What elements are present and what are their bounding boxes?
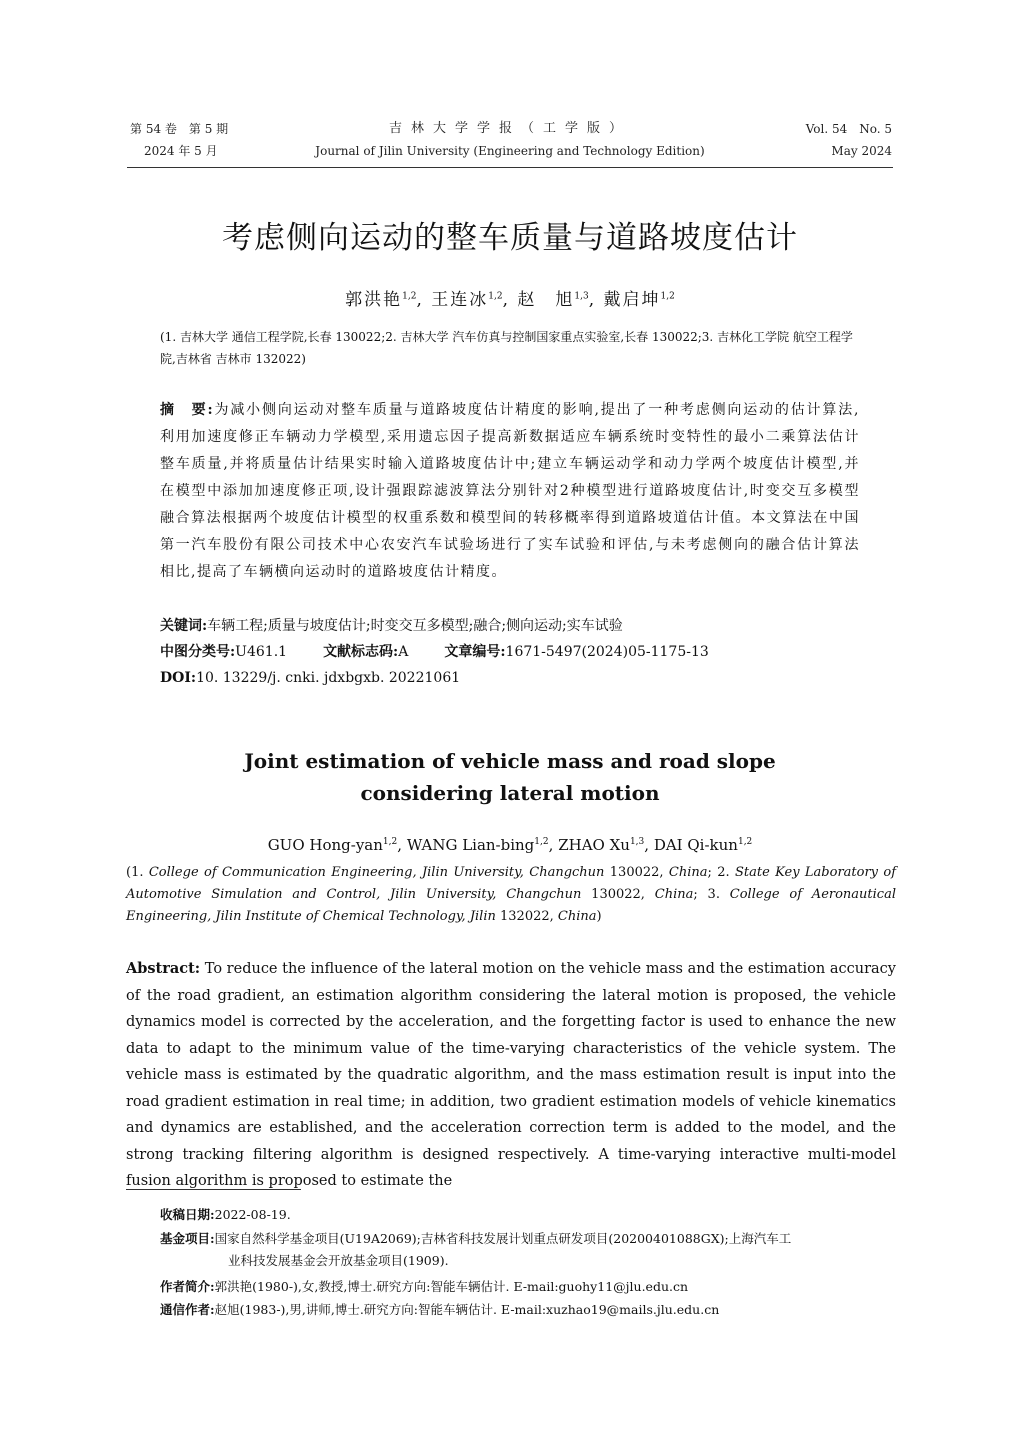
journal-name-en: Journal of Jilin University (Engineering and Technology Edition)	[315, 144, 705, 158]
aff-en-italic: China	[668, 865, 708, 880]
article-no-value: 1671-5497(2024)05-1175-13	[505, 644, 709, 660]
abstract-en-text: To reduce the influence of the lateral motion on the vehicle mass and the estimation accuracy of the road gradient, an estimation algorithm considering the lateral motion is proposed, the vehicle dynamics model is corrected by the acceleration, and the forgetting factor is used to enhance the new data to adapt to the minimum value of the time-varying characteristics of the vehicle system. The vehicle mass is estimated by the quadratic algorithm, and the mass estimation result is input into the road gradient estimation in real time; in addition, two gradient estimation models of vehicle kinematics and dynamics are established, and the acceleration correction term is added to the model, and the strong tracking filtering algorithm is designed respectively. A time-varying interactive multi-model fusion algorithm is proposed to estimate the	[126, 961, 896, 1189]
author-separator: ,	[416, 290, 424, 310]
doi-line	[160, 665, 880, 691]
author-affiliation-mark: 1,3	[574, 291, 589, 302]
fund-value-line1: 国家自然科学基金项目(U19A2069);吉林省科技发展计划重点研发项目(20200401088GX);上海汽车工	[214, 1231, 792, 1246]
author-name-en: ZHAO Xu	[558, 836, 630, 854]
corresponding-label: 通信作者:	[160, 1302, 215, 1317]
author-name: 赵 旭	[517, 290, 575, 310]
author-bio-label: 作者简介:	[160, 1279, 215, 1294]
header-date-en: May 2024	[831, 144, 892, 158]
received-label: 收稿日期:	[160, 1207, 215, 1222]
author-affiliation-mark: 1,2	[382, 837, 398, 847]
title-en-line-1: Joint estimation of vehicle mass and road slope	[244, 749, 776, 773]
title-en-line-2: considering lateral motion	[360, 781, 660, 805]
fund-label: 基金项目:	[160, 1231, 215, 1246]
page-title-en	[0, 745, 1020, 809]
aff-en-text: ; 2.	[707, 865, 735, 880]
keywords-cn	[160, 613, 880, 639]
authors-cn	[0, 285, 1020, 310]
author-name-en: WANG Lian-bing	[406, 836, 535, 854]
author-separator: ,	[397, 836, 403, 854]
author-affiliation-mark: 1,3	[629, 837, 645, 847]
doc-code-value: A	[398, 644, 409, 660]
aff-en-text: (1.	[126, 865, 149, 880]
author-name-en: GUO Hong-yan	[267, 836, 383, 854]
abstract-en-label: Abstract:	[126, 960, 201, 977]
aff-en-italic: China	[557, 909, 597, 924]
doi-value: 10. 13229/j. cnki. jdxbgxb. 20221061	[196, 670, 461, 686]
aff-en-text: 132022,	[495, 909, 558, 924]
author-name: 戴启坤	[603, 290, 661, 310]
author-affiliation-mark: 1,2	[737, 837, 753, 847]
aff-en-text: 130022,	[581, 887, 655, 902]
author-name: 王连冰	[431, 290, 489, 310]
author-bio-value: 郭洪艳(1980-),女,教授,博士.研究方向:智能车辆估计. E-mail:guohy11@jlu.edu.cn	[214, 1279, 689, 1294]
abstract-cn-text: 为减小侧向运动对整车质量与道路坡度估计精度的影响,提出了一种考虑侧向运动的估计算法,利用加速度修正车辆动力学模型,采用遗忘因子提高新数据适应车辆系统时变特性的最小二乘算法估计整车质量,并将质量估计结果实时输入道路坡度估计中;建立车辆运动学和动力学两个坡度估计模型,并在模型中添加加速度修正项,设计强跟踪滤波算法分别针对2种模型进行道路坡度估计,时变交互多模型融合算法根据两个坡度估计模型的权重系数和模型间的转移概率得到道路坡道估计值。本文算法在中国第一汽车股份有限公司技术中心农安汽车试验场进行了实车试验和评估,与未考虑侧向的融合估计算法相比,提高了车辆横向运动时的道路坡度估计精度。	[160, 402, 860, 580]
clc-value: U461.1	[235, 644, 288, 660]
aff-en-text: ; 3.	[693, 887, 730, 902]
received-value: 2022-08-19.	[214, 1207, 291, 1222]
doc-code-label: 文献标志码:	[323, 644, 399, 660]
author-affiliation-mark: 1,2	[660, 291, 675, 302]
journal-name-cn: 吉林大学学报（工学版）	[388, 121, 631, 136]
header-volume-info-en	[806, 118, 892, 162]
footnote-divider	[126, 1189, 301, 1190]
keywords-label: 关键词:	[160, 618, 208, 634]
author-name-en: DAI Qi-kun	[653, 836, 738, 854]
footnote-fund	[160, 1228, 900, 1272]
clc-label: 中图分类号:	[160, 644, 236, 660]
footnote-author-bio	[160, 1276, 900, 1298]
corresponding-value: 赵旭(1983-),男,讲师,博士.研究方向:智能车辆估计. E-mail:xuzhao19@mails.jlu.edu.cn	[214, 1302, 720, 1317]
abstract-cn	[160, 397, 860, 586]
article-no-label: 文章编号:	[444, 644, 506, 660]
keywords-text: 车辆工程;质量与坡度估计;时变交互多模型;融合;侧向运动;实车试验	[207, 618, 623, 634]
aff-en-italic: China	[654, 887, 694, 902]
footnote-corresponding	[160, 1299, 900, 1321]
aff-en-italic: College of Communication Engineering, Jilin University, Changchun	[148, 865, 605, 880]
author-separator: ,	[588, 290, 597, 310]
affiliation-en	[126, 862, 896, 928]
author-affiliation-mark: 1,2	[534, 837, 549, 847]
abstract-en	[126, 956, 896, 1195]
doi-label: DOI:	[160, 670, 197, 686]
abstract-cn-label: 摘 要:	[160, 402, 215, 418]
header-date-cn: 2024 年 5 月	[144, 144, 218, 158]
footnote-received	[160, 1204, 900, 1226]
header-journal-name	[260, 118, 760, 162]
aff-en-text: 130022,	[604, 865, 669, 880]
classification-line	[160, 639, 880, 665]
author-name: 郭洪艳	[345, 290, 403, 310]
authors-en	[0, 836, 1020, 854]
aff-en-italic: State Key Laboratory of Automotive Simulation and Control, Jilin University, Changchun	[126, 865, 897, 902]
author-affiliation-mark: 1,2	[488, 291, 503, 302]
page-title-cn: 考虑侧向运动的整车质量与道路坡度估计	[222, 220, 798, 256]
fund-value-line2: 业科技发展基金会开放基金项目(1909).	[228, 1253, 449, 1268]
author-affiliation-mark: 1,2	[402, 291, 417, 302]
header-volume-cn: 第 54 卷 第 5 期	[130, 122, 229, 136]
author-separator: ,	[548, 836, 554, 854]
header-volume-en: Vol. 54 No. 5	[805, 122, 892, 136]
aff-en-text: )	[596, 909, 602, 924]
author-separator: ,	[644, 836, 650, 854]
header-issue-info	[130, 118, 228, 162]
aff-en-italic: College of Aeronautical Engineering, Jilin Institute of Chemical Technology, Jilin	[126, 887, 896, 924]
affiliation-cn: (1. 吉林大学 通信工程学院,长春 130022;2. 吉林大学 汽车仿真与控制国家重点实验室,长春 130022;3. 吉林化工学院 航空工程学院,吉林省 吉林市 132022)	[160, 330, 853, 366]
author-separator: ,	[502, 290, 510, 310]
header-divider	[127, 167, 893, 168]
